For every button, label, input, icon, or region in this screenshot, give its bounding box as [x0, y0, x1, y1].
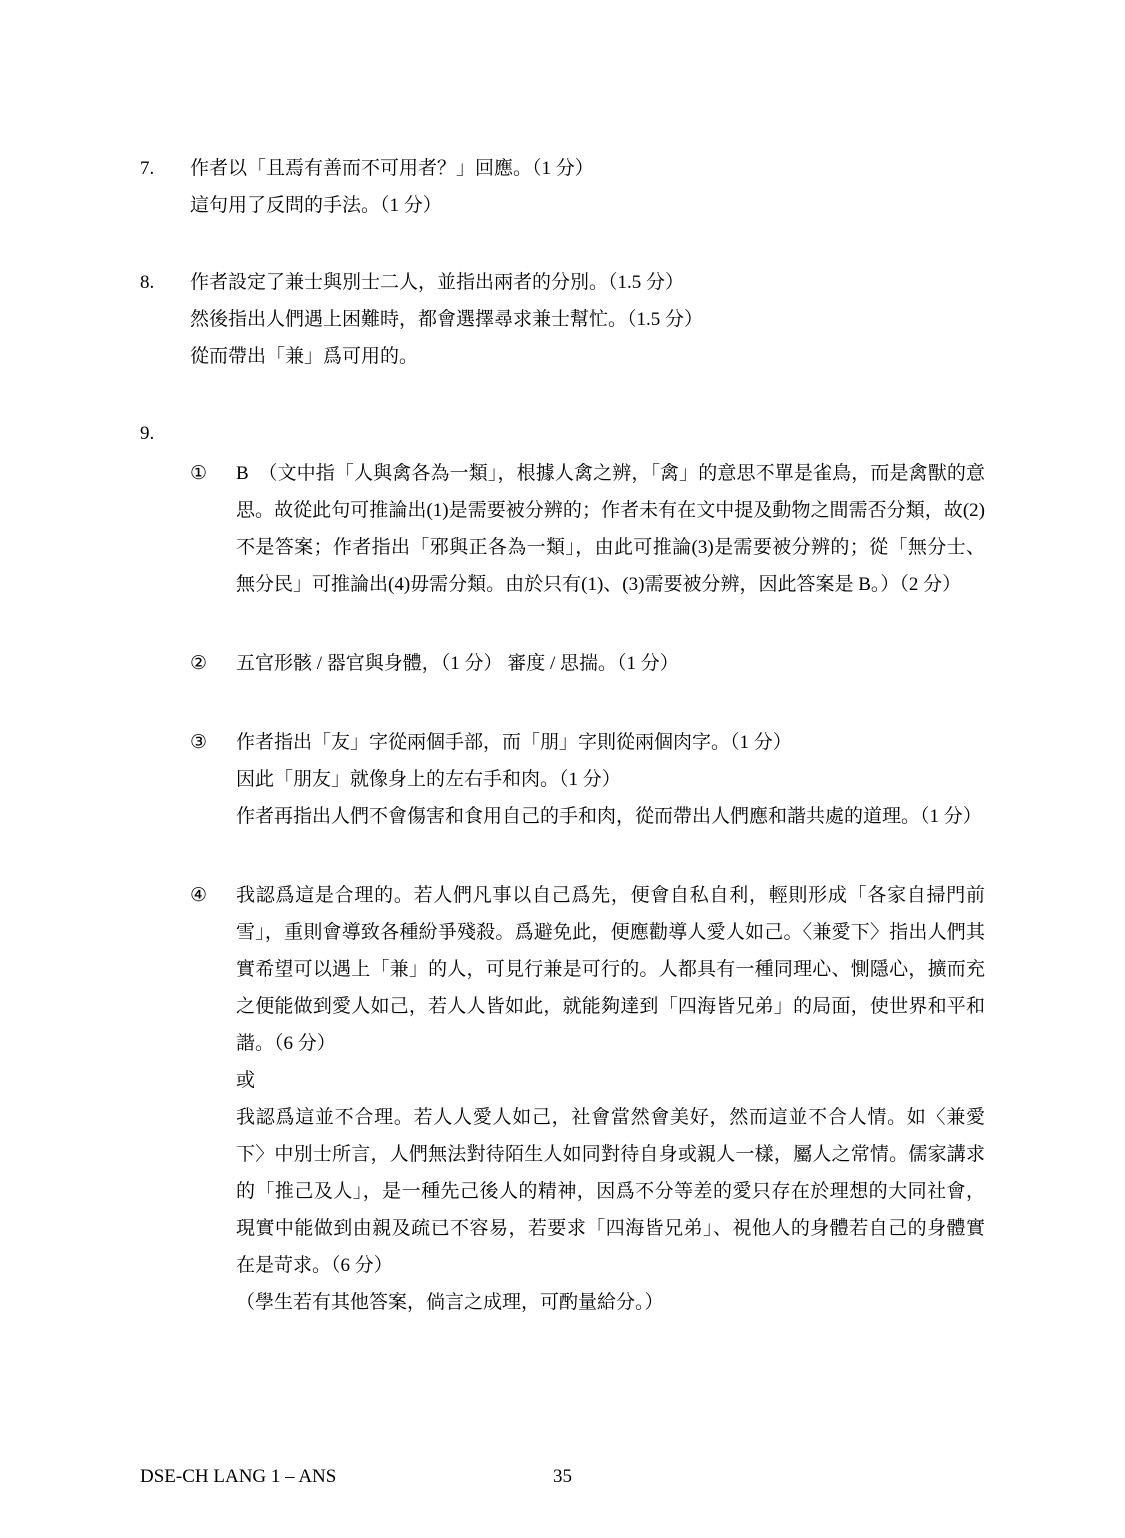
subitem-3	[190, 724, 985, 835]
answer-paragraph: （學生若有其他答案，倘言之成理，可酌量給分。）	[236, 1292, 664, 1313]
answer-item-7	[140, 150, 985, 224]
page-footer	[0, 1458, 1125, 1498]
answer-paragraph: 五官形骸 / 器官與身體，（1 分） 審度 / 思揣。（1 分）	[236, 653, 679, 674]
item-number: 9.	[140, 423, 155, 444]
answer-paragraph: 或	[236, 1070, 256, 1091]
item-number: 7.	[140, 158, 155, 179]
subitem-2	[190, 645, 985, 682]
answer-paragraph: 因此「朋友」就像身上的左右手和肉。（1 分）	[236, 769, 621, 790]
item-body	[190, 264, 985, 375]
answer-item-8	[140, 264, 985, 375]
subitem-4	[190, 877, 985, 1321]
answer-paragraph: 作者指出「友」字從兩個手部，而「朋」字則從兩個肉字。（1 分）	[236, 732, 792, 753]
subitem-text	[236, 645, 985, 682]
answer-line: 作者以「且焉有善而不可用者？」回應。（1 分）	[190, 158, 594, 179]
answer-line: 這句用了反問的手法。（1 分）	[190, 195, 442, 216]
answer-paragraph: 我認爲這並不合理。若人人愛人如己，社會當然會美好，然而這並不合人情。如〈兼愛下〉中別士所言，人們無法對待陌生人如同對待自身或親人一樣，屬人之常情。儒家講求的「推己及人」，是一種先己後人的精神，因爲不分等差的愛只存在於理想的大同社會，現實中能做到由親及疏已不容易，若要求「四海皆兄弟」、視他人的身體若自己的身體實在是苛求。（6 分）	[236, 1107, 985, 1276]
subitem-text	[236, 724, 985, 835]
subitem-text	[236, 455, 985, 603]
footer-page-number: 35	[553, 1466, 572, 1487]
answer-line: 從而帶出「兼」爲可用的。	[190, 346, 419, 367]
answer-line: 作者設定了兼士與別士二人，並指出兩者的分別。（1.5 分）	[190, 272, 685, 293]
answer-line: 然後指出人們遇上困難時，都會選擇尋求兼士幫忙。（1.5 分）	[190, 309, 704, 330]
footer-doc-id: DSE-CH LANG 1 – ANS	[140, 1466, 337, 1487]
answer-paragraph: 我認爲這是合理的。若人們凡事以自己爲先，便會自私自利，輕則形成「各家自掃門前雪」，重則會導致各種紛爭殘殺。爲避免此，便應勸導人愛人如己。〈兼愛下〉指出人們其實希望可以遇上「兼」的人，可見行兼是可行的。人都具有一種同理心、惻隱心，擴而充之便能做到愛人如己，若人人皆如此，就能夠達到「四海皆兄弟」的局面，使世界和平和諧。（6 分）	[236, 885, 985, 1054]
answer-paragraph: B （文中指「人與禽各為一類」，根據人禽之辨，「禽」的意思不單是雀鳥，而是禽獸的意思。故從此句可推論出(1)是需要被分辨的；作者未有在文中提及動物之間需否分類，故(2)不是答案；作者指出「邪與正各為一類」，由此可推論(3)是需要被分辨的；從「無分士、無分民」可推論出(4)毋需分類。由於只有(1)、(3)需要被分辨，因此答案是 B。）（2 分）	[236, 463, 985, 595]
subitem-marker: ①	[190, 463, 208, 484]
subitem-marker: ③	[190, 732, 208, 753]
subitem-marker: ④	[190, 885, 208, 906]
item-body	[190, 150, 985, 224]
subitem-list	[190, 455, 985, 1321]
subitem-text	[236, 877, 985, 1321]
subitem-1	[190, 455, 985, 603]
item-number: 8.	[140, 272, 155, 293]
answers-content	[140, 150, 985, 1321]
answer-paragraph: 作者再指出人們不會傷害和食用自己的手和肉，從而帶出人們應和諧共處的道理。（1 分）	[236, 806, 982, 827]
subitem-marker: ②	[190, 653, 208, 674]
answer-item-9	[140, 415, 985, 1321]
